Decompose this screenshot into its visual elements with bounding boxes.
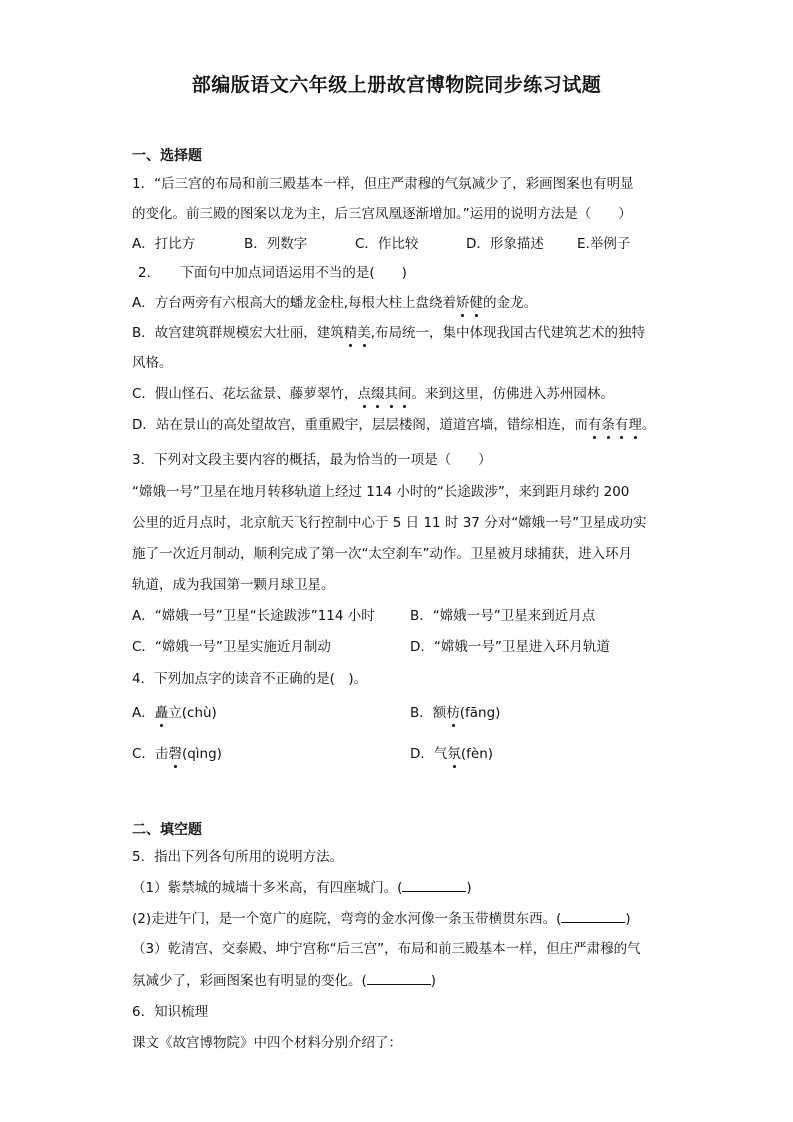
- q4-c-pinyin: (qìng): [181, 746, 222, 762]
- emphasis-dotted-char: 矫: [456, 295, 470, 311]
- q4-stem: 4．下列加点字的读音不正确的是( )。: [132, 671, 368, 687]
- emphasis-dotted-char: 矗: [154, 705, 169, 721]
- q3-passage-line4: 轨道，成为我国第一颗月球卫星。: [132, 577, 335, 593]
- q3-passage-line2: 公里的近月点时，北京航天飞行控制中心于 5 日 11 时 37 分对“嫦娥一号”卫星成功实: [132, 515, 647, 531]
- emphasis-dotted-char: 磬: [168, 746, 182, 762]
- q1-stem-line2: 的变化。前三殿的图案以龙为主，后三宫凤凰逐渐增加。”运用的说明方法是（ ）: [132, 206, 632, 222]
- q5-sentence-2: [132, 908, 631, 929]
- q2-d-text: D．站在景山的高处望故宫，重重殿宇，层层楼阁，道道宫墙，错综相连，而: [132, 417, 588, 433]
- q4-option-c: [132, 744, 222, 764]
- q2-b-text-end: ,布局统一，集中体现我国古代建筑艺术的独特: [370, 325, 646, 341]
- section-heading-fill: 二、填空题: [132, 822, 202, 838]
- q2-a-text: A．方台两旁有六根高大的蟠龙金柱,每根大柱上盘绕着: [132, 295, 457, 311]
- q5-s1-text: （1）紫禁城的城墙十多米高，有四座城门。(: [132, 880, 403, 896]
- q3-option-a: A．“嫦娥一号”卫星“长途跋涉”114 小时: [132, 608, 375, 624]
- q4-option-b: [410, 703, 500, 723]
- q3-option-b: B．“嫦娥一号”卫星来到近月点: [410, 608, 596, 624]
- emphasis-dotted-char: 有: [614, 417, 629, 433]
- emphasis-dotted-char: 间: [397, 386, 412, 402]
- emphasis-dotted-char: 条: [601, 417, 615, 433]
- q6-line: 课文《故宫博物院》中四个材料分别介绍了：: [132, 1035, 402, 1051]
- emphasis-dotted-char: 其: [384, 386, 398, 402]
- q2-option-d: [132, 415, 655, 435]
- emphasis-dotted-char: 有: [587, 417, 602, 433]
- q4-a-dotted-char: [155, 705, 169, 721]
- q3-passage-line1: “嫦娥一号”卫星在地月转移轨道上经过 114 小时的“长途跋涉”，来到距月球约 200: [132, 484, 630, 500]
- q5-s3-text: 氛减少了，彩画图案也有明显的变化。(: [132, 973, 367, 989]
- q2-option-c: [132, 384, 614, 404]
- q2-option-a: [132, 293, 537, 313]
- q2-b-text: B．故宫建筑群规模宏大壮丽，建筑: [132, 325, 344, 341]
- emphasis-dotted-char: 健: [469, 295, 484, 311]
- emphasis-dotted-char: 枋: [446, 705, 460, 721]
- q3-option-d: D．“嫦娥一号”卫星进入环月轨道: [410, 639, 610, 655]
- q4-a-label: A．: [132, 705, 155, 721]
- q2-d-text-end: 。: [641, 417, 656, 433]
- q2-d-dotted-word: [588, 417, 642, 433]
- q5-sentence-1: [132, 877, 472, 898]
- q4-option-a: [132, 703, 217, 723]
- q2-c-text: C．假山怪石、花坛盆景、藤萝翠竹，: [132, 386, 358, 402]
- q1-option-a: A．打比方: [132, 236, 196, 252]
- q4-d-label: D．气: [410, 746, 448, 762]
- q1-option-c: C．作比较: [355, 236, 419, 252]
- q6-stem: 6．知识梳理: [132, 1004, 209, 1020]
- q1-option-b: B．列数字: [244, 236, 308, 252]
- q5-s2-answer-blank[interactable]: [561, 908, 625, 923]
- q1-stem-line1: 1．“后三宫的布局和前三殿基本一样，但庄严肃穆的气氛减少了，彩画图案也有明显: [132, 176, 634, 192]
- q5-s2-close: ): [625, 911, 631, 927]
- emphasis-dotted-char: 理: [628, 417, 642, 433]
- q2-c-text-end: 。来到这里，仿佛进入苏州园林。: [411, 386, 614, 402]
- emphasis-dotted-char: 氛: [447, 746, 461, 762]
- emphasis-dotted-char: 精: [343, 325, 358, 341]
- q3-option-c: C．“嫦娥一号”卫星实施近月制动: [132, 639, 331, 655]
- q5-s2-text: (2)走进午门，是一个宽广的庭院，弯弯的金水河像一条玉带横贯东西。(: [132, 911, 562, 927]
- q2-a-text-end: 的金龙。: [483, 295, 538, 311]
- emphasis-dotted-char: 点: [357, 386, 371, 402]
- q2-option-b-line1: [132, 323, 645, 343]
- q4-option-d: [410, 744, 493, 764]
- q2-b-dotted-word: [344, 325, 371, 341]
- emphasis-dotted-char: 缀: [370, 386, 385, 402]
- q4-a-pinyin: 立(chù): [168, 705, 217, 721]
- q2-stem: 2． 下面句中加点词语运用不当的是( ): [138, 265, 407, 281]
- q4-b-dotted-char: [446, 705, 460, 721]
- q5-s3-answer-blank[interactable]: [367, 970, 431, 985]
- emphasis-dotted-char: 美: [357, 325, 371, 341]
- q2-a-dotted-word: [456, 295, 483, 311]
- q3-stem: 3．下列对文段主要内容的概括，最为恰当的一项是（ ）: [132, 452, 492, 468]
- q4-c-label: C．击: [132, 746, 169, 762]
- q5-sentence-3-line1: （3）乾清宫、交泰殿、坤宁宫称“后三宫”，布局和前三殿基本一样，但庄严肃穆的气: [132, 941, 641, 957]
- q1-option-d: D．形象描述: [466, 236, 544, 252]
- q5-s1-answer-blank[interactable]: [402, 877, 466, 892]
- section-heading-choice: 一、选择题: [132, 148, 202, 164]
- q3-passage-line3: 施了一次近月制动，顺利完成了第一次“太空刹车”动作。卫星被月球捕获，进入环月: [132, 546, 632, 562]
- q5-s3-close: ): [430, 973, 437, 989]
- q4-c-dotted-char: [168, 746, 182, 762]
- q4-d-dotted-char: [447, 746, 461, 762]
- q2-c-dotted-word: [357, 386, 411, 402]
- q4-b-pinyin: (fāng): [459, 705, 501, 721]
- q2-option-b-line2: 风格。: [132, 355, 173, 371]
- page-title: 部编版语文六年级上册故宫博物院同步练习试题: [191, 74, 602, 96]
- q4-d-pinyin: (fèn): [460, 746, 494, 762]
- q5-sentence-3-line2: [132, 970, 436, 991]
- q1-option-e: E.举例子: [577, 236, 631, 252]
- q5-stem: 5．指出下列各句所用的说明方法。: [132, 849, 344, 865]
- q4-b-label: B．额: [410, 705, 447, 721]
- q5-s1-close: ): [466, 880, 472, 896]
